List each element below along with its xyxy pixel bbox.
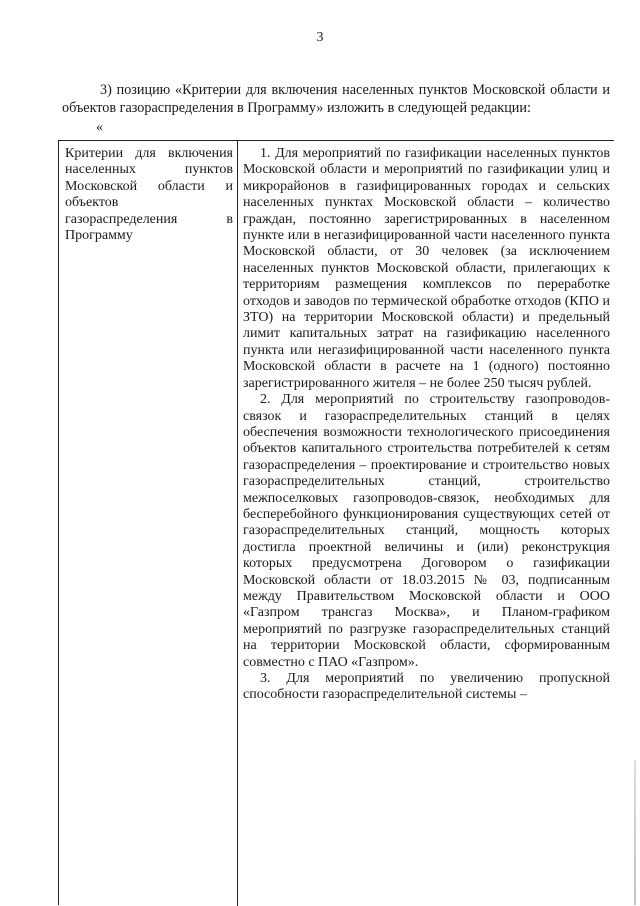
criteria-paragraph-1: 1. Для мероприятий по газификации населенных пунктов Московской области и мероприятий по газификации улиц и микрорайонов в газифицированных городах и сельских населенных пунктах Московской области – количество граждан, постоянно зарегистрированных в населенном пункте или в негазифицированной части населенного пункта Московской области, от 30 человек (за исключением населенных пунктов Московской области, прилегающих к территориям размещения комплексов по переработке отходов и заводов по термической обработке отходов (КПО и ЗТО) на территории Московской области) и предельный лимит капитальных затрат на газификацию населенного пункта или негазифицированной части населенного пункта Московской области в расчете на 1 (одного) постоянно зарегистрированного жителя – не более 250 тысяч рублей. bbox=[243, 146, 610, 391]
page-number: 3 bbox=[316, 30, 324, 45]
table-right-cell bbox=[243, 146, 610, 704]
intro-paragraph: 3) позицию «Критерии для включения населенных пунктов Московской области и объектов газораспределения в Программу» изложить в следующей редакции: bbox=[62, 82, 610, 116]
scan-edge-mark bbox=[634, 760, 636, 905]
criteria-paragraph-3: 3. Для мероприятий по увеличению пропускной способности газораспределительной системы – bbox=[243, 671, 610, 703]
table-column-divider bbox=[237, 141, 238, 906]
opening-quote-mark: « bbox=[96, 120, 103, 135]
table-left-cell: Критерии для включения населенных пунктов Московской области и объектов газораспределения в Программу bbox=[65, 146, 233, 244]
criteria-paragraph-2: 2. Для мероприятий по строительству газопроводов-связок и газораспределительных станций в целях обеспечения возможности технологического присоединения объектов капитального строительства потребителей к сетям газораспределения – проектирование и строительство новых газораспределительных станций, строительство межпоселковых газопроводов-связок, необходимых для бесперебойного функционирования существующих сетей от газораспределительных станций, мощность которых достигла проектной величины и (или) реконструкция которых предусмотрена Договором о газификации Московской области от 18.03.2015 № 03, подписанным между Правительством Московской области и ООО «Газпром трансгаз Москва», и Планом-графиком мероприятий по разгрузке газораспределительных станций на территории Московской области, сформированным совместно с ПАО «Газпром». bbox=[243, 392, 610, 670]
criteria-table bbox=[58, 140, 614, 905]
